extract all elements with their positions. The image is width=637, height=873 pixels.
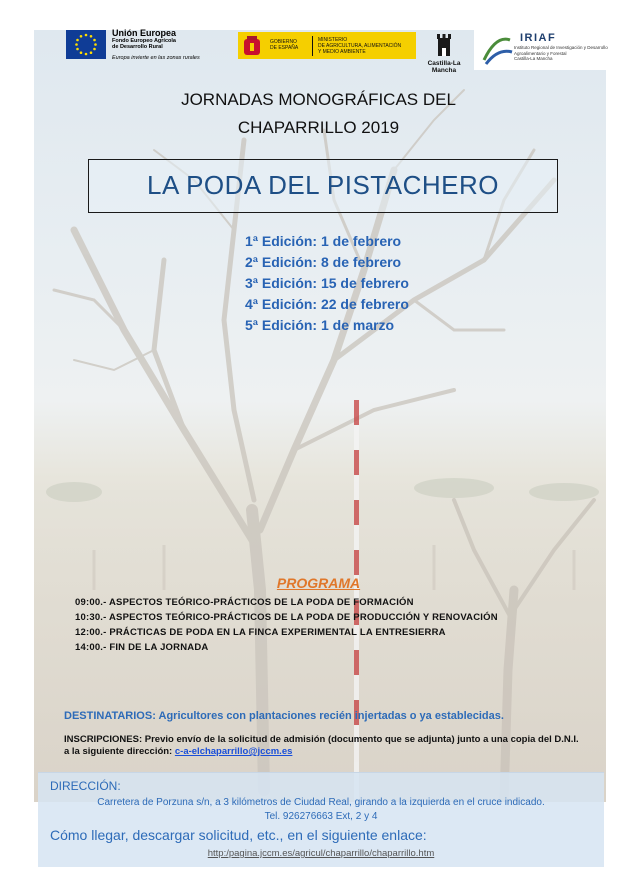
castle-icon bbox=[418, 30, 470, 60]
destinatarios-text: Agricultores con plantaciones recién injertadas o ya establecidas. bbox=[155, 710, 504, 722]
main-title-box bbox=[88, 159, 558, 213]
direccion-phone: Tel. 926276663 Ext, 2 y 4 bbox=[264, 811, 378, 822]
background-photo bbox=[34, 30, 606, 802]
edition-2: 2ª Edición: 8 de febrero bbox=[245, 254, 402, 270]
direccion-box bbox=[38, 772, 604, 867]
direccion-address: Carretera de Porzuna s/n, a 3 kilómetros de Ciudad Real, girando a la izquierda en el cruce indicado. bbox=[97, 797, 545, 808]
eu-motto: Europa invierte en las zonas rurales bbox=[112, 55, 200, 61]
iriaf-emblem-icon bbox=[476, 30, 516, 70]
event-series-title-line2: CHAPARRILLO 2019 bbox=[237, 118, 400, 137]
eu-flag-icon bbox=[66, 30, 106, 59]
programa-item: 12:00.- PRÁCTICAS DE PODA EN LA FINCA EXPERIMENTAL LA ENTRESIERRA bbox=[75, 627, 446, 638]
clm-logo bbox=[418, 30, 470, 74]
eu-title: Unión Europea bbox=[112, 28, 177, 38]
eu-logo-text bbox=[112, 28, 200, 61]
programa-item: 09:00.- ASPECTOS TEÓRICO-PRÁCTICOS DE LA PODA DE FORMACIÓN bbox=[75, 597, 414, 608]
clm-text: Castilla-La Mancha bbox=[427, 60, 461, 74]
programa-item: 10:30.- ASPECTOS TEÓRICO-PRÁCTICOS DE LA PODA DE PRODUCCIÓN Y RENOVACIÓN bbox=[75, 612, 498, 623]
edition-5: 5ª Edición: 1 de marzo bbox=[245, 317, 395, 333]
como-llegar-text: Cómo llegar, descargar solicitud, etc., en el siguiente enlace: bbox=[50, 827, 427, 843]
iriaf-name: IRIAF bbox=[520, 32, 557, 44]
inscripciones-email-link[interactable]: c-a-elchaparrillo@jccm.es bbox=[174, 746, 293, 757]
edition-4: 4ª Edición: 22 de febrero bbox=[245, 296, 409, 312]
iriaf-subtitle: Instituto Regional de Investigación y Desarrollo Agroalimentario y Forestal Castilla-La Mancha bbox=[514, 45, 608, 61]
edition-3: 3ª Edición: 15 de febrero bbox=[245, 275, 409, 291]
spain-coat-of-arms-icon bbox=[242, 35, 262, 57]
main-title: LA PODA DEL PISTACHERO bbox=[147, 170, 499, 200]
event-series-title-line1: JORNADAS MONOGRÁFICAS DEL bbox=[181, 90, 456, 109]
inscripciones bbox=[64, 734, 584, 758]
chaparrillo-website-link[interactable]: http:/pagina.jccm.es/agricul/chaparrillo/chaparrillo.htm bbox=[207, 848, 435, 859]
eu-fund: Fondo Europeo Agrícola de Desarrollo Rural bbox=[112, 38, 176, 50]
destinatarios-label: DESTINATARIOS: bbox=[64, 710, 156, 722]
gobierno-text: GOBIERNO DE ESPAÑA bbox=[270, 39, 299, 51]
gobierno-separator bbox=[312, 36, 313, 56]
logos-bar bbox=[34, 26, 608, 74]
ministerio-text: MINISTERIO DE AGRICULTURA, ALIMENTACIÓN Y MEDIO AMBIENTE bbox=[318, 37, 402, 55]
iriaf-logo bbox=[474, 28, 608, 70]
edition-1: 1ª Edición: 1 de febrero bbox=[245, 233, 402, 249]
direccion-title: DIRECCIÓN: bbox=[50, 779, 121, 793]
destinatarios bbox=[64, 710, 504, 722]
tree-photo-illustration bbox=[34, 30, 606, 802]
programa-heading: PROGRAMA bbox=[276, 575, 361, 591]
inscripciones-text: Previo envío de la solicitud de admisión (documento que se adjunta) junto a una copia del D.N.I. a la siguiente dirección: bbox=[64, 734, 579, 757]
gobierno-logo bbox=[238, 32, 416, 59]
programa-item: 14:00.- FIN DE LA JORNADA bbox=[75, 642, 209, 653]
inscripciones-label: INSCRIPCIONES: bbox=[64, 734, 143, 745]
